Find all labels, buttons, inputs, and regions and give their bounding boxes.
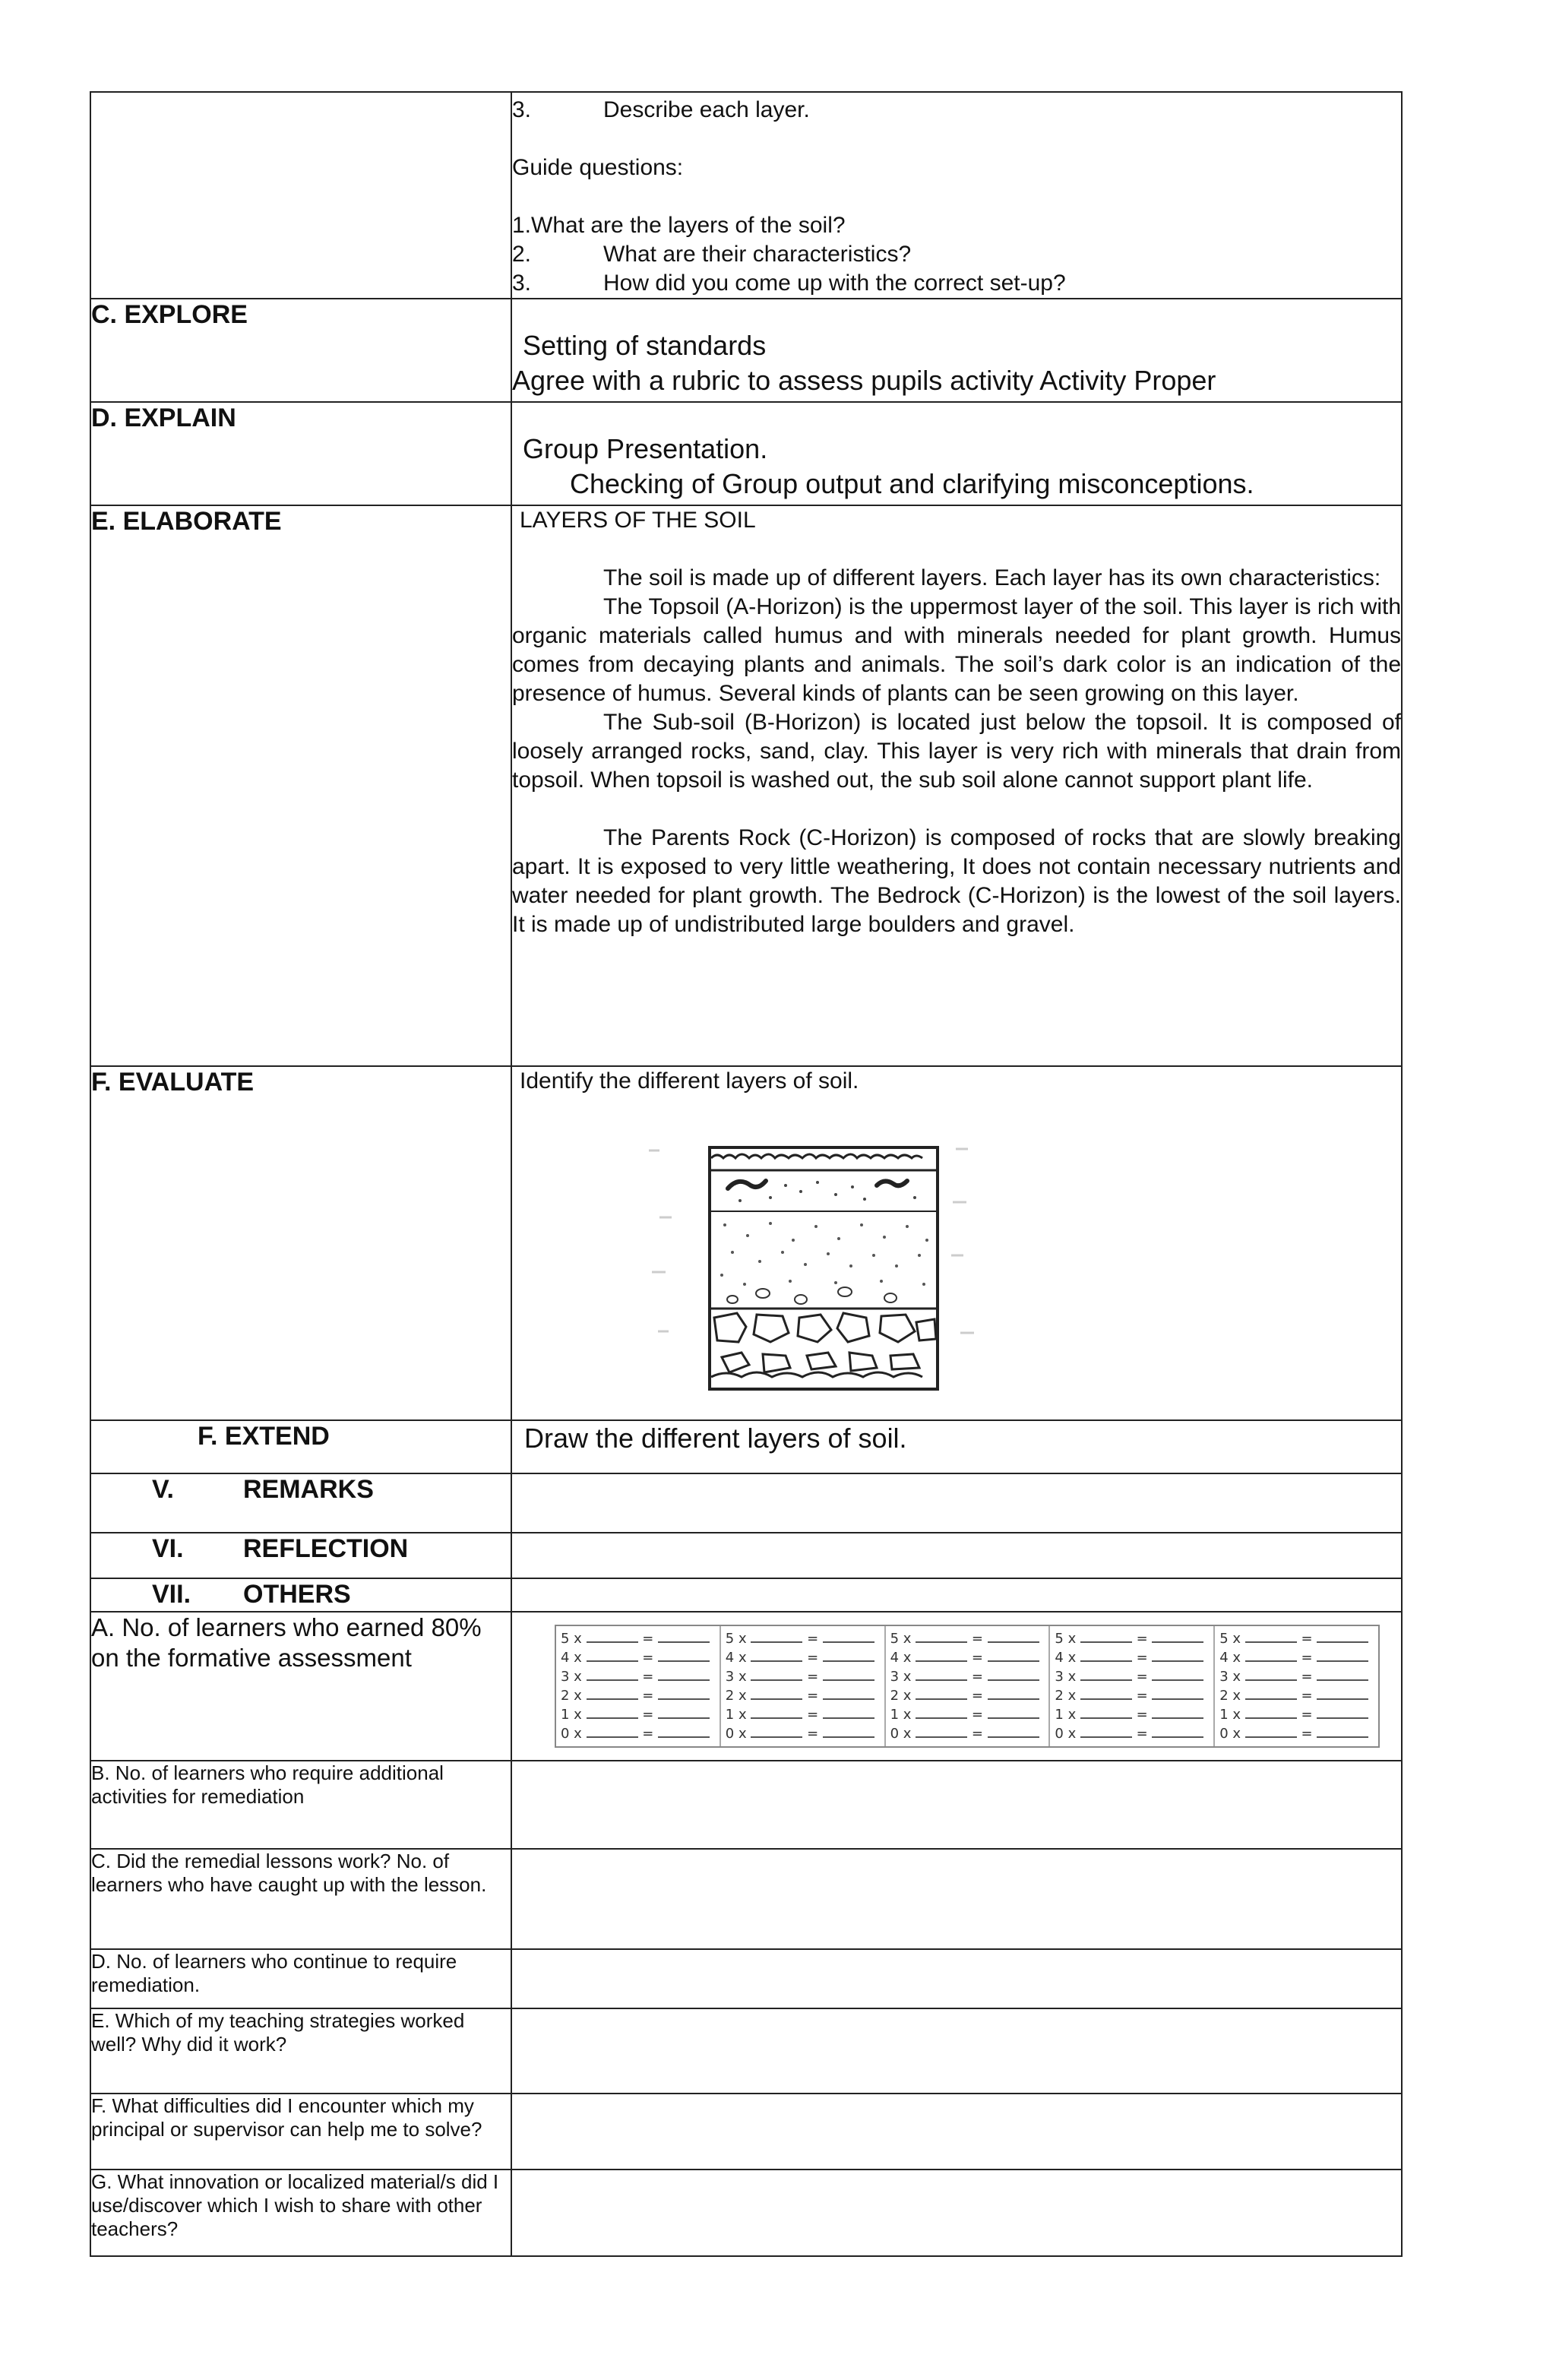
worksheet-factor: 1 x bbox=[1055, 1707, 1080, 1723]
worksheet-blank[interactable] bbox=[751, 1648, 802, 1662]
remarks-label-cell bbox=[90, 1473, 511, 1533]
worksheet-row bbox=[561, 1629, 715, 1648]
worksheet-row bbox=[1055, 1686, 1209, 1705]
worksheet-blank[interactable] bbox=[1080, 1667, 1132, 1681]
explain-line-2: Checking of Group output and clarifying misconceptions. bbox=[570, 468, 1254, 499]
worksheet-row bbox=[1055, 1705, 1209, 1724]
worksheet-equals: = bbox=[1131, 1688, 1153, 1704]
worksheet-blank[interactable] bbox=[916, 1705, 967, 1719]
worksheet-equals: = bbox=[967, 1669, 988, 1685]
worksheet-equals: = bbox=[802, 1726, 823, 1742]
worksheet-blank[interactable] bbox=[751, 1686, 802, 1700]
worksheet-blank[interactable] bbox=[916, 1686, 967, 1700]
worksheet-equals: = bbox=[637, 1650, 659, 1666]
worksheet-factor: 2 x bbox=[725, 1688, 751, 1704]
question-number: 2. bbox=[512, 242, 532, 267]
extend-label: F. EXTEND bbox=[90, 1420, 511, 1473]
elaborate-title: LAYERS OF THE SOIL bbox=[520, 508, 756, 533]
explore-cell bbox=[511, 299, 1402, 402]
worksheet-equals: = bbox=[1296, 1707, 1317, 1723]
worksheet-factor: 5 x bbox=[561, 1631, 587, 1647]
reflection-item-f-answer bbox=[511, 2094, 1402, 2170]
worksheet-factor: 0 x bbox=[890, 1726, 916, 1742]
question-number: 3. bbox=[512, 271, 532, 296]
worksheet-answer-blank[interactable] bbox=[823, 1705, 874, 1719]
worksheet-factor: 5 x bbox=[890, 1631, 916, 1647]
worksheet-answer-blank[interactable] bbox=[988, 1629, 1039, 1643]
worksheet-answer-blank[interactable] bbox=[1152, 1667, 1203, 1681]
worksheet-blank[interactable] bbox=[751, 1724, 802, 1738]
elaborate-cell bbox=[511, 505, 1402, 1066]
guide-questions-title: Guide questions: bbox=[512, 155, 684, 180]
worksheet-blank[interactable] bbox=[587, 1629, 638, 1643]
worksheet-row bbox=[890, 1648, 1045, 1667]
extend-instruction: Draw the different layers of soil. bbox=[524, 1423, 907, 1454]
evaluate-label: F. EVALUATE bbox=[90, 1066, 511, 1420]
reflection-item-d: D. No. of learners who continue to require remediation. bbox=[90, 1949, 511, 2008]
worksheet-row bbox=[561, 1648, 715, 1667]
worksheet-answer-blank[interactable] bbox=[1317, 1724, 1368, 1738]
worksheet-answer-blank[interactable] bbox=[1317, 1705, 1368, 1719]
remarks-label: REMARKS bbox=[243, 1475, 374, 1504]
remarks-cell bbox=[511, 1473, 1402, 1533]
worksheet-row bbox=[890, 1667, 1045, 1686]
worksheet-factor: 5 x bbox=[1219, 1631, 1245, 1647]
worksheet-row bbox=[726, 1629, 880, 1648]
worksheet-row bbox=[726, 1667, 880, 1686]
worksheet-equals: = bbox=[967, 1631, 988, 1647]
worksheet-row bbox=[561, 1667, 715, 1686]
reflection-item-g: G. What innovation or localized material/s did I use/discover which I wish to share with other teachers? bbox=[90, 2170, 511, 2256]
worksheet-blank[interactable] bbox=[916, 1629, 967, 1643]
reflection-item-e: E. Which of my teaching strategies worked well? Why did it work? bbox=[90, 2008, 511, 2094]
worksheet-factor: 0 x bbox=[1055, 1726, 1080, 1742]
worksheet-factor: 2 x bbox=[1055, 1688, 1080, 1704]
worksheet-factor: 1 x bbox=[1219, 1707, 1245, 1723]
worksheet-factor: 4 x bbox=[1055, 1650, 1080, 1666]
worksheet-answer-blank[interactable] bbox=[988, 1648, 1039, 1662]
worksheet-column bbox=[1050, 1626, 1215, 1746]
others-number: VII. bbox=[152, 1580, 191, 1609]
guide-question-2: What are their characteristics? bbox=[603, 242, 912, 267]
worksheet-factor: 0 x bbox=[1219, 1726, 1245, 1742]
worksheet-factor: 4 x bbox=[561, 1650, 587, 1666]
worksheet-blank[interactable] bbox=[751, 1629, 802, 1643]
worksheet-equals: = bbox=[637, 1631, 659, 1647]
worksheet-blank[interactable] bbox=[587, 1705, 638, 1719]
reflection-item-e-row bbox=[90, 2008, 1402, 2094]
worksheet-row bbox=[561, 1705, 715, 1724]
reflection-item-g-answer bbox=[511, 2170, 1402, 2256]
worksheet-factor: 1 x bbox=[561, 1707, 587, 1723]
worksheet-answer-blank[interactable] bbox=[658, 1724, 710, 1738]
explain-line-1: Group Presentation. bbox=[523, 433, 768, 464]
worksheet-equals: = bbox=[802, 1688, 823, 1704]
reflection-item-c: C. Did the remedial lessons work? No. of learners who have caught up with the lesson. bbox=[90, 1849, 511, 1949]
worksheet-factor: 4 x bbox=[1219, 1650, 1245, 1666]
explore-label: C. EXPLORE bbox=[90, 299, 511, 402]
worksheet-answer-blank[interactable] bbox=[1317, 1667, 1368, 1681]
guide-question-1: 1.What are the layers of the soil? bbox=[512, 213, 846, 238]
soil-layers-illustration bbox=[649, 1141, 998, 1400]
worksheet-factor: 3 x bbox=[1219, 1669, 1245, 1685]
worksheet-equals: = bbox=[1131, 1726, 1153, 1742]
worksheet-factor: 2 x bbox=[561, 1688, 587, 1704]
reflection-item-b-answer bbox=[511, 1761, 1402, 1849]
worksheet-answer-blank[interactable] bbox=[1152, 1724, 1203, 1738]
worksheet-equals: = bbox=[967, 1707, 988, 1723]
worksheet-row bbox=[1055, 1648, 1209, 1667]
worksheet-column bbox=[556, 1626, 721, 1746]
explore-row bbox=[90, 299, 1402, 402]
worksheet-blank[interactable] bbox=[587, 1686, 638, 1700]
worksheet-answer-blank[interactable] bbox=[823, 1686, 874, 1700]
worksheet-equals: = bbox=[637, 1669, 659, 1685]
worksheet-answer-blank[interactable] bbox=[823, 1648, 874, 1662]
worksheet-blank[interactable] bbox=[1080, 1724, 1132, 1738]
worksheet-answer-blank[interactable] bbox=[988, 1686, 1039, 1700]
worksheet-answer-blank[interactable] bbox=[658, 1667, 710, 1681]
extend-cell bbox=[511, 1420, 1402, 1473]
worksheet-answer-blank[interactable] bbox=[658, 1705, 710, 1719]
step-number: 3. bbox=[512, 97, 532, 122]
worksheet-equals: = bbox=[802, 1631, 823, 1647]
worksheet-answer-blank[interactable] bbox=[823, 1629, 874, 1643]
worksheet-answer-blank[interactable] bbox=[658, 1629, 710, 1643]
worksheet-answer-blank[interactable] bbox=[1317, 1629, 1368, 1643]
reflection-item-e-answer bbox=[511, 2008, 1402, 2094]
worksheet-blank[interactable] bbox=[1080, 1648, 1132, 1662]
worksheet-equals: = bbox=[1131, 1707, 1153, 1723]
worksheet-answer-blank[interactable] bbox=[988, 1724, 1039, 1738]
worksheet-factor: 0 x bbox=[561, 1726, 587, 1742]
worksheet-factor: 4 x bbox=[890, 1650, 916, 1666]
worksheet-answer-blank[interactable] bbox=[1317, 1648, 1368, 1662]
worksheet-answer-blank[interactable] bbox=[823, 1667, 874, 1681]
worksheet-column bbox=[886, 1626, 1051, 1746]
reflection-item-f-row bbox=[90, 2094, 1402, 2170]
soil-layers-diagram bbox=[512, 1096, 1401, 1400]
reflection-item-f: F. What difficulties did I encounter which my principal or supervisor can help me to solve? bbox=[90, 2094, 511, 2170]
worksheet-answer-blank[interactable] bbox=[988, 1705, 1039, 1719]
worksheet-blank[interactable] bbox=[587, 1648, 638, 1662]
worksheet-row bbox=[1219, 1724, 1374, 1743]
reflection-item-a: A. No. of learners who earned 80% on the formative assessment bbox=[90, 1612, 511, 1761]
worksheet-blank[interactable] bbox=[751, 1667, 802, 1681]
reflection-item-c-row bbox=[90, 1849, 1402, 1949]
worksheet-equals: = bbox=[1296, 1669, 1317, 1685]
worksheet-blank[interactable] bbox=[1080, 1705, 1132, 1719]
empty-label-cell bbox=[90, 92, 511, 299]
worksheet-equals: = bbox=[967, 1726, 988, 1742]
worksheet-factor: 2 x bbox=[890, 1688, 916, 1704]
worksheet-row bbox=[890, 1724, 1045, 1743]
worksheet-row bbox=[1055, 1724, 1209, 1743]
worksheet-row bbox=[726, 1686, 880, 1705]
worksheet-equals: = bbox=[802, 1669, 823, 1685]
worksheet-factor: 5 x bbox=[1055, 1631, 1080, 1647]
worksheet-column bbox=[721, 1626, 886, 1746]
guide-question-3: How did you come up with the correct set-up? bbox=[603, 271, 1066, 296]
worksheet-answer-blank[interactable] bbox=[988, 1667, 1039, 1681]
worksheet-factor: 4 x bbox=[725, 1650, 751, 1666]
worksheet-factor: 0 x bbox=[725, 1726, 751, 1742]
worksheet-factor: 1 x bbox=[890, 1707, 916, 1723]
elaborate-paragraph-parent-rock: The Parents Rock (C-Horizon) is composed of rocks that are slowly breaking apart. It is exposed to very little weathering, It does not contain necessary nutrients and water needed for plant growth. The Bedrock (C-Horizon) is the lowest of the soil layers. It is made up of undistributed large boulders and gravel. bbox=[512, 825, 1401, 937]
reflection-item-c-answer bbox=[511, 1849, 1402, 1949]
worksheet-equals: = bbox=[1296, 1726, 1317, 1742]
others-cell bbox=[511, 1578, 1402, 1612]
reflection-label: REFLECTION bbox=[243, 1534, 409, 1563]
others-label-cell bbox=[90, 1578, 511, 1612]
worksheet-blank[interactable] bbox=[751, 1705, 802, 1719]
worksheet-answer-blank[interactable] bbox=[1317, 1686, 1368, 1700]
reflection-item-b: B. No. of learners who require additional activities for remediation bbox=[90, 1761, 511, 1849]
worksheet-equals: = bbox=[802, 1650, 823, 1666]
worksheet-factor: 3 x bbox=[890, 1669, 916, 1685]
worksheet-equals: = bbox=[1131, 1650, 1153, 1666]
worksheet-row bbox=[1219, 1648, 1374, 1667]
reflection-item-g-row bbox=[90, 2170, 1402, 2256]
multiplication-worksheet bbox=[555, 1625, 1380, 1748]
worksheet-equals: = bbox=[802, 1707, 823, 1723]
elaborate-paragraph-topsoil: The Topsoil (A-Horizon) is the uppermost layer of the soil. This layer is rich with organic materials called humus and with minerals needed for plant growth. Humus comes from decaying plants and animals. The soil’s dark color is an indication of the presence of humus. Several kinds of plants can be seen growing on this layer. bbox=[512, 594, 1401, 706]
explain-cell bbox=[511, 402, 1402, 505]
worksheet-answer-blank[interactable] bbox=[658, 1686, 710, 1700]
worksheet-factor: 2 x bbox=[1219, 1688, 1245, 1704]
worksheet-equals: = bbox=[967, 1650, 988, 1666]
worksheet-column bbox=[1215, 1626, 1378, 1746]
worksheet-row bbox=[890, 1705, 1045, 1724]
worksheet-row bbox=[890, 1629, 1045, 1648]
worksheet-answer-blank[interactable] bbox=[1152, 1705, 1203, 1719]
worksheet-equals: = bbox=[1131, 1631, 1153, 1647]
reflection-row bbox=[90, 1533, 1402, 1578]
worksheet-row bbox=[726, 1705, 880, 1724]
worksheet-equals: = bbox=[1296, 1688, 1317, 1704]
worksheet-equals: = bbox=[967, 1688, 988, 1704]
worksheet-row bbox=[726, 1724, 880, 1743]
worksheet-row bbox=[726, 1648, 880, 1667]
activity-steps-cell bbox=[511, 92, 1402, 299]
worksheet-row bbox=[1219, 1667, 1374, 1686]
worksheet-row bbox=[1055, 1667, 1209, 1686]
worksheet-factor: 5 x bbox=[725, 1631, 751, 1647]
worksheet-answer-blank[interactable] bbox=[1152, 1629, 1203, 1643]
lesson-plan-table bbox=[90, 91, 1403, 2257]
worksheet-factor: 3 x bbox=[561, 1669, 587, 1685]
worksheet-blank[interactable] bbox=[916, 1667, 967, 1681]
explore-line-2: Agree with a rubric to assess pupils activity Activity Proper bbox=[512, 365, 1216, 396]
worksheet-row bbox=[561, 1724, 715, 1743]
worksheet-blank[interactable] bbox=[1245, 1667, 1297, 1681]
remarks-row bbox=[90, 1473, 1402, 1533]
reflection-label-cell bbox=[90, 1533, 511, 1578]
worksheet-blank[interactable] bbox=[1080, 1686, 1132, 1700]
others-label: OTHERS bbox=[243, 1580, 351, 1609]
worksheet-blank[interactable] bbox=[587, 1724, 638, 1738]
worksheet-row bbox=[1219, 1705, 1374, 1724]
worksheet-answer-blank[interactable] bbox=[1152, 1686, 1203, 1700]
worksheet-blank[interactable] bbox=[916, 1724, 967, 1738]
multiplication-worksheet-cell bbox=[511, 1612, 1402, 1761]
step-describe-layer: Describe each layer. bbox=[603, 97, 810, 122]
elaborate-label: E. ELABORATE bbox=[90, 505, 511, 1066]
activity-steps-row bbox=[90, 92, 1402, 299]
worksheet-factor: 1 x bbox=[725, 1707, 751, 1723]
worksheet-blank[interactable] bbox=[1245, 1648, 1297, 1662]
elaborate-paragraph-intro: The soil is made up of different layers. Each layer has its own characteristics: bbox=[603, 565, 1381, 590]
worksheet-blank[interactable] bbox=[1080, 1629, 1132, 1643]
worksheet-blank[interactable] bbox=[916, 1648, 967, 1662]
worksheet-blank[interactable] bbox=[1245, 1705, 1297, 1719]
worksheet-row bbox=[1219, 1629, 1374, 1648]
evaluate-row bbox=[90, 1066, 1402, 1420]
worksheet-equals: = bbox=[637, 1707, 659, 1723]
worksheet-equals: = bbox=[1296, 1650, 1317, 1666]
worksheet-answer-blank[interactable] bbox=[658, 1648, 710, 1662]
reflection-item-d-answer bbox=[511, 1949, 1402, 2008]
worksheet-factor: 3 x bbox=[725, 1669, 751, 1685]
worksheet-equals: = bbox=[1296, 1631, 1317, 1647]
elaborate-paragraph-subsoil: The Sub-soil (B-Horizon) is located just below the topsoil. It is composed of loosely arranged rocks, sand, clay. This layer is very rich with minerals that drain from topsoil. When topsoil is washed out, the sub soil alone cannot support plant life. bbox=[512, 710, 1401, 793]
reflection-item-b-row bbox=[90, 1761, 1402, 1849]
explore-line-1: Setting of standards bbox=[523, 330, 767, 361]
reflection-cell bbox=[511, 1533, 1402, 1578]
worksheet-answer-blank[interactable] bbox=[1152, 1648, 1203, 1662]
worksheet-factor: 3 x bbox=[1055, 1669, 1080, 1685]
worksheet-equals: = bbox=[1131, 1669, 1153, 1685]
elaborate-row bbox=[90, 505, 1402, 1066]
worksheet-blank[interactable] bbox=[1245, 1724, 1297, 1738]
explain-row bbox=[90, 402, 1402, 505]
worksheet-equals: = bbox=[637, 1688, 659, 1704]
worksheet-blank[interactable] bbox=[1245, 1686, 1297, 1700]
worksheet-row bbox=[1055, 1629, 1209, 1648]
remarks-number: V. bbox=[152, 1475, 175, 1504]
worksheet-blank[interactable] bbox=[587, 1667, 638, 1681]
evaluate-instruction: Identify the different layers of soil. bbox=[520, 1068, 859, 1093]
reflection-item-d-row bbox=[90, 1949, 1402, 2008]
worksheet-blank[interactable] bbox=[1245, 1629, 1297, 1643]
worksheet-answer-blank[interactable] bbox=[823, 1724, 874, 1738]
worksheet-row bbox=[561, 1686, 715, 1705]
extend-row bbox=[90, 1420, 1402, 1473]
worksheet-row bbox=[1219, 1686, 1374, 1705]
worksheet-equals: = bbox=[637, 1726, 659, 1742]
evaluate-cell bbox=[511, 1066, 1402, 1420]
others-row bbox=[90, 1578, 1402, 1612]
reflection-item-a-row bbox=[90, 1612, 1402, 1761]
explain-label: D. EXPLAIN bbox=[90, 402, 511, 505]
worksheet-row bbox=[890, 1686, 1045, 1705]
reflection-number: VI. bbox=[152, 1534, 184, 1563]
